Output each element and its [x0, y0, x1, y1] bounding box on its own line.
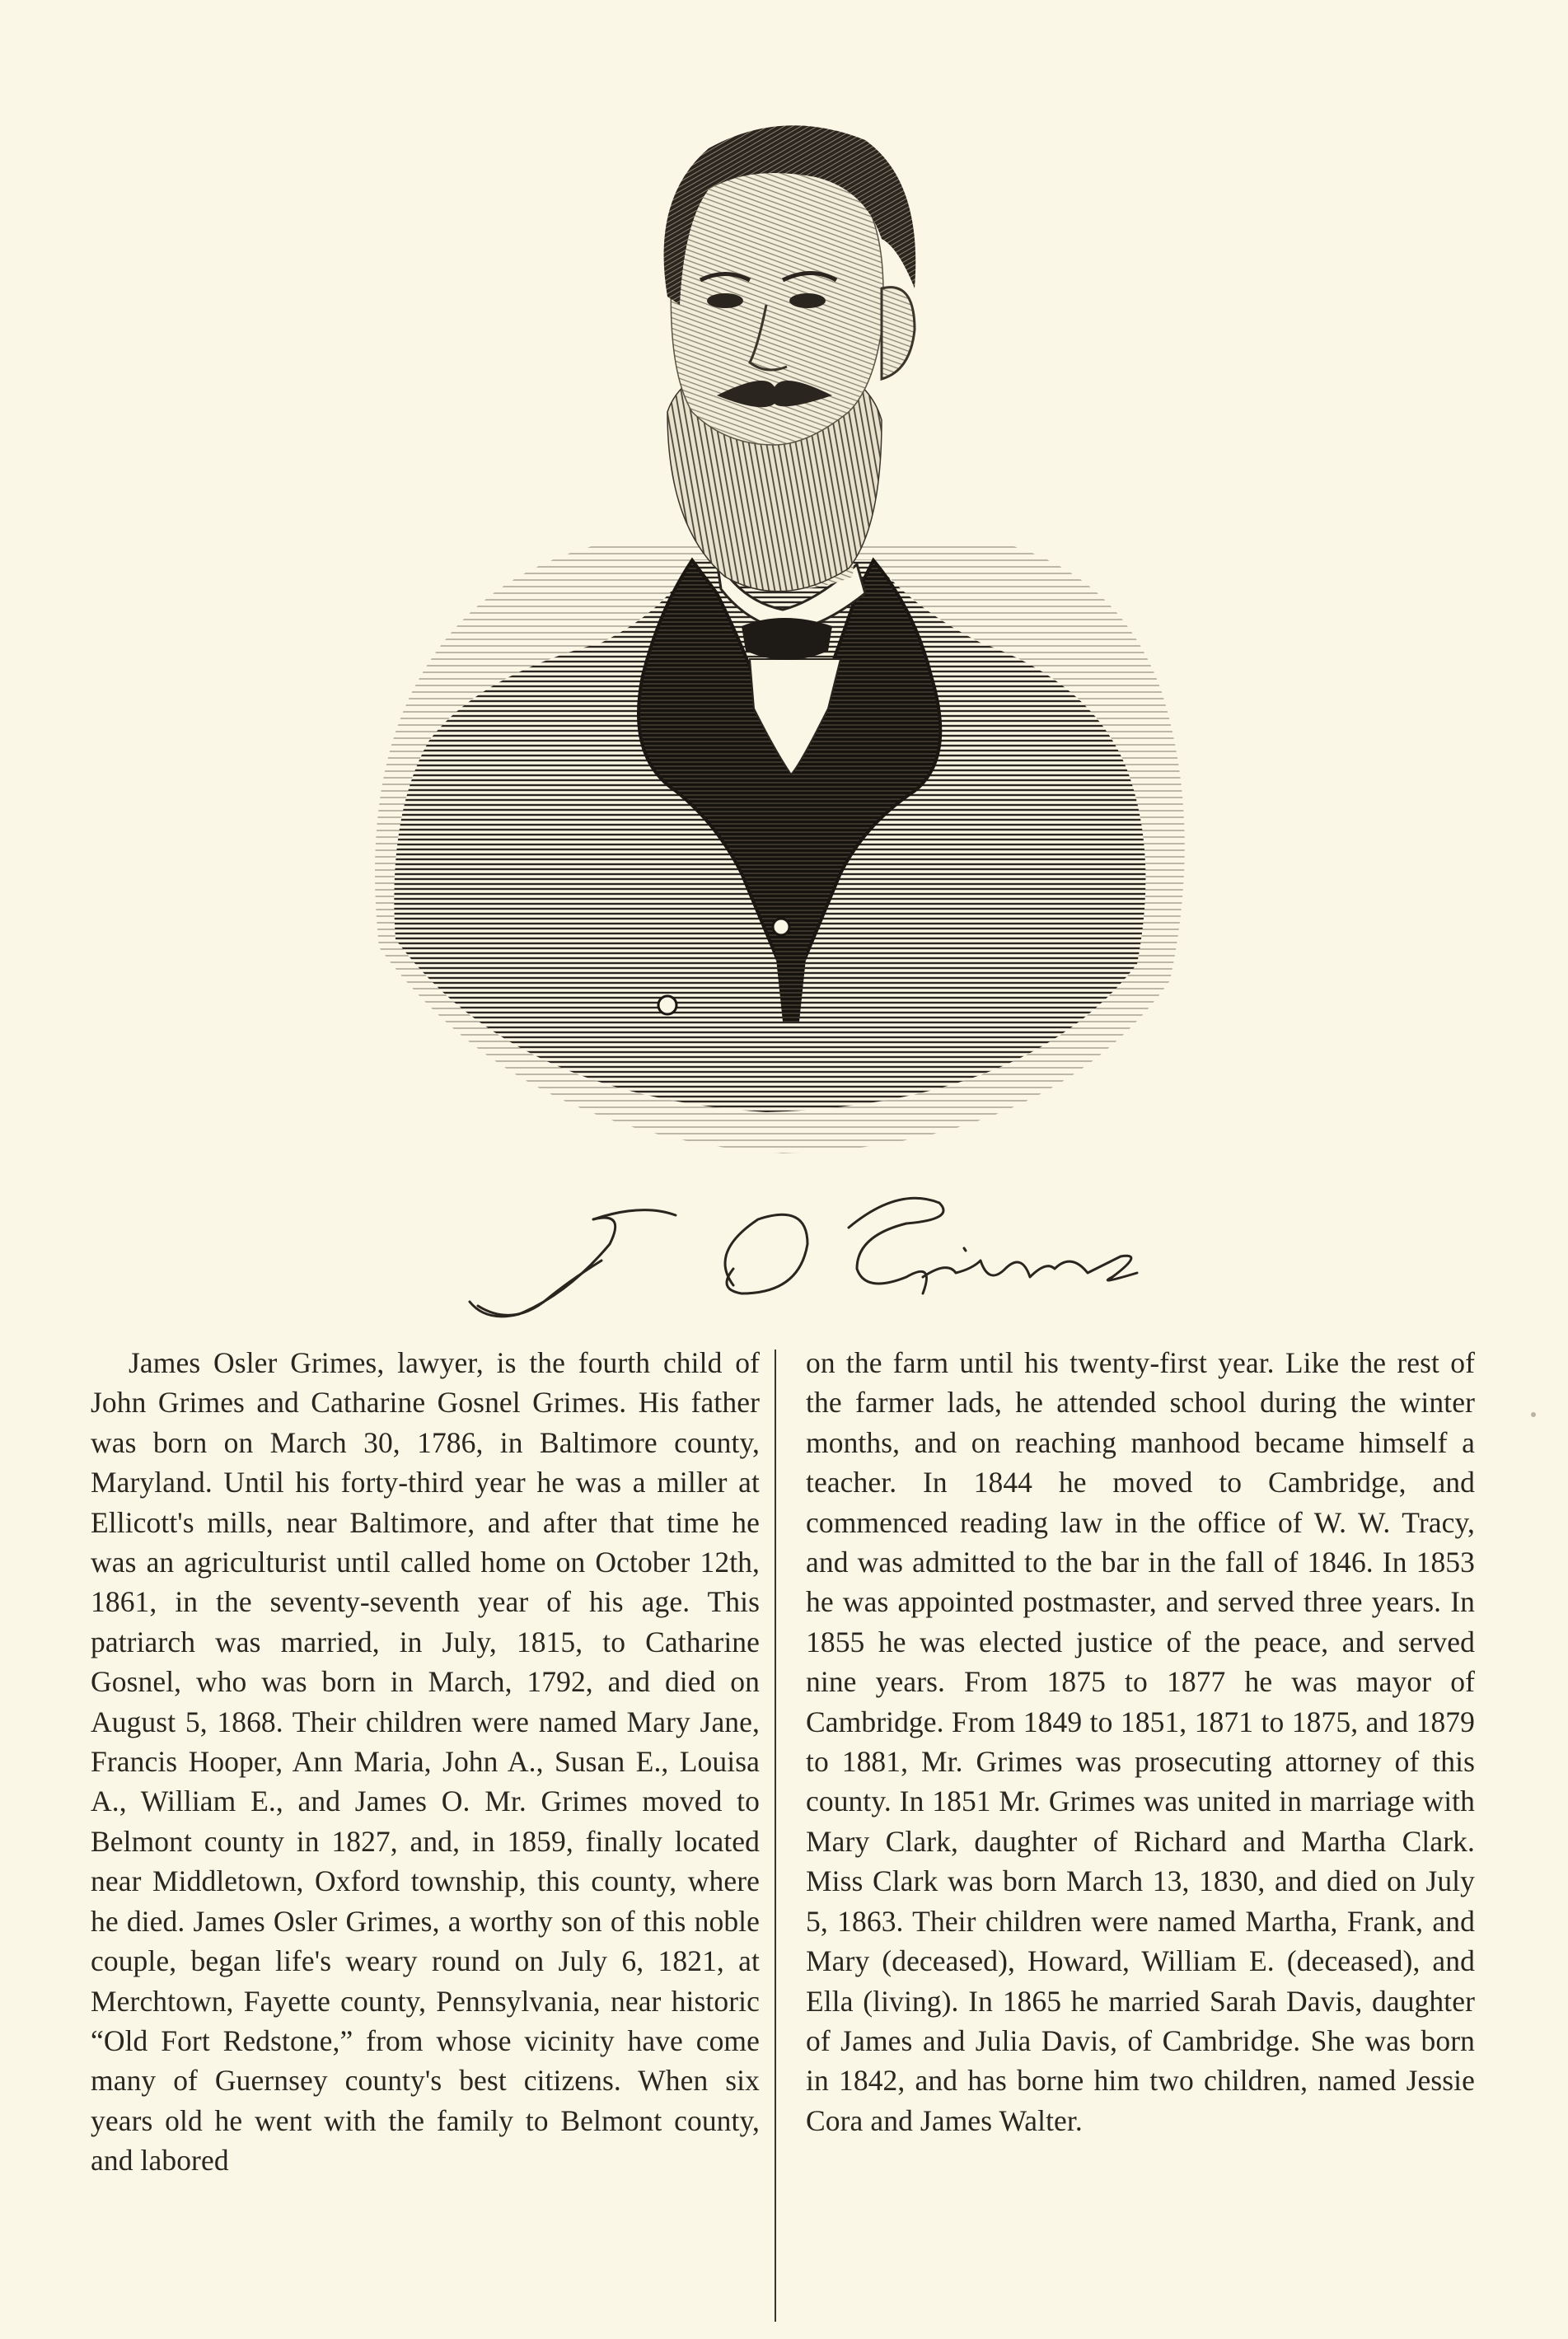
- signature-icon: [461, 1178, 1203, 1343]
- signature: [461, 1178, 1203, 1343]
- paper-speck: [1531, 1412, 1536, 1417]
- portrait-engraving: [354, 115, 1219, 1153]
- column-divider: [775, 1350, 776, 2322]
- text-column-left: James Osler Grimes, lawyer, is the fourth child of John Grimes and Catharine Gosnel Grimes. His father was born on March 30, 1786, in Baltimore county, Maryland. Until his forty-third year he was a miller at Ellicott's mills, near Baltimore, and after that time he was an agriculturist until called home on October 12th, 1861, in the seventy-seventh year of his age. This patriarch was married, in July, 1815, to Catharine Gosnel, who was born in March, 1792, and died on August 5, 1868. Their children were named Mary Jane, Francis Hooper, Ann Maria, John A., Susan E., Louisa A., William E., and James O. Mr. Grimes moved to Belmont county in 1827, and, in 1859, finally located near Middletown, Oxford township, this county, where he died. James Osler Grimes, a worthy son of this noble couple, began life's weary round on July 6, 1821, at Merchtown, Fayette county, Pennsylvania, near historic “Old Fort Redstone,” from whose vicinity have come many of Guernsey county's best citizens. When six years old he went with the family to Belmont county, and labored: [91, 1346, 760, 2178]
- text-column-right: on the farm until his twenty-first year. Like the rest of the farmer lads, he attended school during the winter months, and on reaching manhood became himself a teacher. In 1844 he moved to Cambridge, and commenced reading law in the office of W. W. Tracy, and was admitted to the bar in the fall of 1846. In 1853 he was appointed postmaster, and served three years. In 1855 he was elected justice of the peace, and served nine years. From 1875 to 1877 he was mayor of Cambridge. From 1849 to 1851, 1871 to 1875, and 1879 to 1881, Mr. Grimes was prosecuting attorney of this county. In 1851 Mr. Grimes was united in marriage with Mary Clark, daughter of Richard and Martha Clark. Miss Clark was born March 13, 1830, and died on July 5, 1863. Their children were named Martha, Frank, and Mary (deceased), Howard, William E. (deceased), and Ella (living). In 1865 he married Sarah Davis, daughter of James and Julia Davis, of Cambridge. She was born in 1842, and has borne him two children, named Jessie Cora and James Walter.: [806, 1346, 1475, 2137]
- portrait-icon: [354, 115, 1219, 1153]
